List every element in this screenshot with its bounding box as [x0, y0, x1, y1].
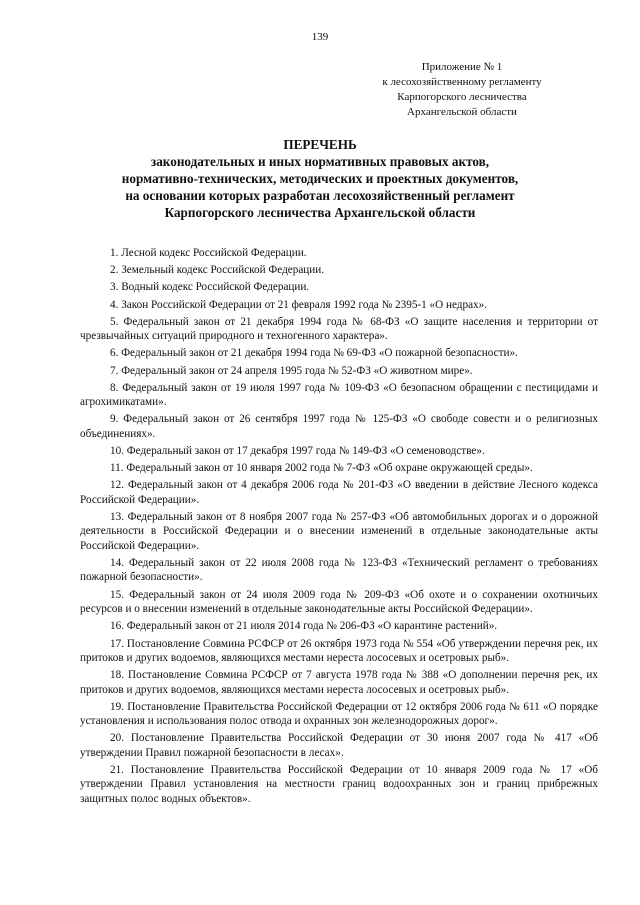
- list-item: 12. Федеральный закон от 4 декабря 2006 года № 201-ФЗ «О введении в действие Лесного кодекса Российской Федерации».: [80, 479, 598, 506]
- page-number: 139: [311, 31, 329, 43]
- list-item: 4. Закон Российской Федерации от 21 февраля 1992 года № 2395-1 «О недрах».: [110, 298, 488, 311]
- appendix-header: [356, 60, 568, 120]
- list-item: 3. Водный кодекс Российской Федерации.: [110, 281, 310, 294]
- list-item: 10. Федеральный закон от 17 декабря 1997 года № 149-ФЗ «О семеноводстве».: [110, 445, 485, 458]
- appendix-line: Карпогорского лесничества: [397, 91, 527, 103]
- appendix-line: к лесохозяйственному регламенту: [382, 76, 542, 88]
- list-item: 9. Федеральный закон от 26 сентября 1997 года № 125-ФЗ «О свободе совести и о религиозных объединениях».: [80, 413, 598, 440]
- list-item: 13. Федеральный закон от 8 ноября 2007 года № 257-ФЗ «Об автомобильных дорогах и о дорожной деятельности в Российской Федерации и о внесении изменений в отдельные законодательные акты Российской Федерации».: [80, 511, 598, 552]
- list-item: 6. Федеральный закон от 21 декабря 1994 года № 69-ФЗ «О пожарной безопасности».: [110, 347, 518, 360]
- list-item: 1. Лесной кодекс Российской Федерации.: [110, 247, 307, 259]
- list-item: 11. Федеральный закон от 10 января 2002 года № 7-ФЗ «Об охране окружающей среды».: [110, 462, 533, 475]
- list-item: 8. Федеральный закон от 19 июля 1997 года № 109-ФЗ «О безопасном обращении с пестицидами и агрохимикатами».: [80, 381, 598, 409]
- heading-line: на основании которых разработан лесохозяйственный регламент: [125, 188, 515, 203]
- heading-title: ПЕРЕЧЕНЬ: [283, 137, 357, 152]
- list-item: 18. Постановление Совмина РСФСР от 7 августа 1978 года № 388 «О дополнении перечня рек, их притоков и других водоемов, являющихся местами нереста лососевых и осетровых рыб».: [80, 669, 598, 696]
- list-item: 21. Постановление Правительства Российской Федерации от 10 января 2009 года № 17 «Об утверждении Правил установления на местности границ водоохранных зон и границ прибрежных защитных полос водных объектов».: [80, 763, 598, 805]
- heading-line: законодательных и иных нормативных правовых актов,: [150, 154, 490, 169]
- appendix-line: Приложение № 1: [421, 61, 503, 73]
- list-item: 7. Федеральный закон от 24 апреля 1995 года № 52-ФЗ «О животном мире».: [110, 364, 473, 377]
- appendix-line: Архангельской области: [407, 106, 517, 118]
- list-item: 20. Постановление Правительства Российской Федерации от 30 июня 2007 года № 417 «Об утверждении Правил пожарной безопасности в лесах».: [80, 732, 598, 759]
- list-item: 5. Федеральный закон от 21 декабря 1994 года № 68-ФЗ «О защите населения и территории от чрезвычайных ситуаций природного и техногенного характера».: [80, 315, 598, 343]
- heading-line: нормативно-технических, методических и проектных документов,: [121, 171, 519, 186]
- list-item: 14. Федеральный закон от 22 июля 2008 года № 123-ФЗ «Технический регламент о требованиях пожарной безопасности».: [80, 557, 598, 584]
- list-item: 15. Федеральный закон от 24 июля 2009 года № 209-ФЗ «Об охоте и о сохранении охотничьих ресурсов и о внесении изменений в отдельные законодательные акты Российской Федерации».: [80, 588, 598, 616]
- list-item: 19. Постановление Правительства Российской Федерации от 12 октября 2006 года № 611 «О порядке установления и использования полос отвода и охранных зон железнодорожных дорог».: [80, 700, 598, 728]
- document-list: [80, 246, 598, 809]
- list-item: 2. Земельный кодекс Российской Федерации.: [110, 264, 325, 277]
- heading-line: Карпогорского лесничества Архангельской области: [164, 205, 476, 220]
- list-item: 16. Федеральный закон от 21 июля 2014 года № 206-ФЗ «О карантине растений».: [110, 620, 498, 633]
- list-item: 17. Постановление Совмина РСФСР от 26 октября 1973 года № 554 «Об утверждении перечня рек, их притоков и других водоемов, являющихся местами нереста лососевых и осетровых рыб».: [80, 637, 598, 664]
- document-heading: [60, 136, 580, 221]
